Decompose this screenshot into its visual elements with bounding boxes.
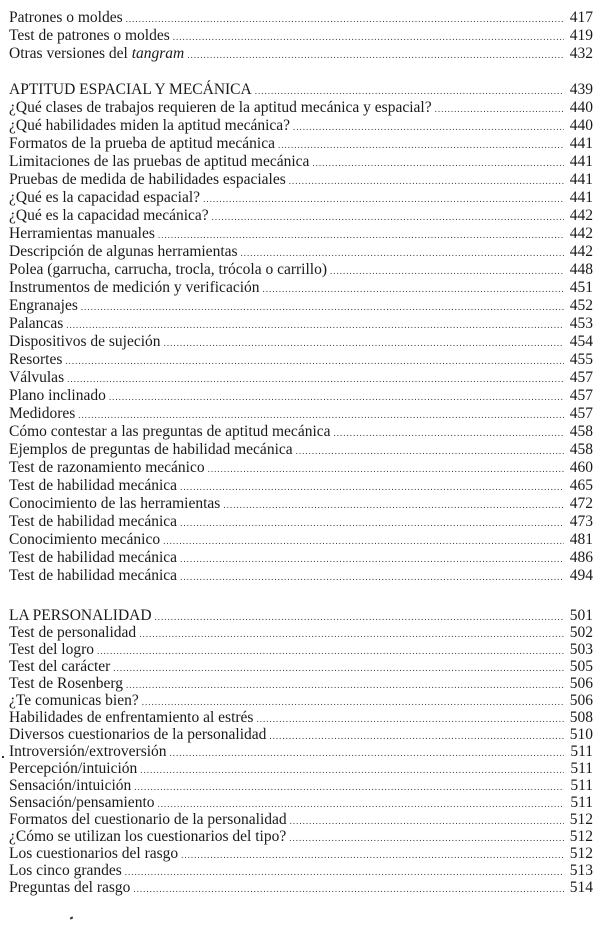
toc-entry: [9, 726, 593, 743]
toc-entry-title: [9, 862, 122, 879]
dot-leader: [113, 660, 563, 677]
toc-entry-page-number: 457: [569, 387, 593, 404]
dot-leader: [256, 711, 563, 728]
dot-leader: [263, 280, 564, 298]
toc-entry-title-text: ¿Qué habilidades miden la aptitud mecánica?: [9, 117, 291, 134]
toc-entry-page-number: 513: [569, 862, 593, 879]
dot-leader: [181, 847, 564, 864]
dot-leader: [170, 745, 565, 762]
toc-entry: [9, 513, 593, 531]
toc-entry-page-number: 481: [569, 531, 593, 548]
toc-entry-title: [9, 189, 200, 207]
toc-entry-page-number: 505: [569, 658, 593, 675]
dot-leader: [97, 643, 564, 660]
toc-entry-title: [9, 459, 205, 477]
toc-entry-page-number: 512: [569, 828, 593, 845]
toc-entry-page-number: 432: [569, 45, 593, 62]
toc-entry-title: [9, 9, 123, 27]
dot-leader: [180, 514, 564, 532]
dot-leader: [134, 779, 564, 796]
dot-leader: [125, 864, 564, 881]
dot-leader: [155, 609, 564, 626]
toc-entry: [9, 641, 593, 658]
toc-entry-title: [9, 794, 155, 811]
toc-entry: [9, 794, 593, 811]
dot-leader: [66, 316, 564, 334]
toc-entry-title: [9, 261, 327, 279]
toc-entry-title-text: Test de Rosenberg: [9, 675, 123, 692]
toc-entry: [9, 189, 593, 207]
toc-entry-title-text: Ejemplos de preguntas de habilidad mecánica: [9, 441, 293, 458]
toc-entry-title: [9, 845, 178, 862]
toc-entry-title-text: Sensación/intuición: [9, 777, 132, 794]
toc-entry-title-text: ¿Qué clases de trabajos requieren de la aptitud mecánica y espacial?: [9, 99, 432, 116]
toc-entry: [9, 845, 593, 862]
toc-entry-title: [9, 369, 64, 387]
toc-entry: [9, 279, 593, 297]
toc-entry-page-number: 439: [569, 81, 593, 98]
toc-entry-title: [9, 171, 286, 189]
dot-leader: [289, 172, 564, 190]
toc-entry: [9, 81, 593, 99]
toc-entry-title-text: Test de razonamiento mecánico: [9, 459, 205, 476]
dot-leader: [140, 762, 564, 779]
dot-leader: [334, 424, 564, 442]
toc-entry: [9, 153, 593, 171]
toc-entry-title-text: Limitaciones de las pruebas de aptitud mecánica: [9, 153, 310, 170]
dot-leader: [435, 100, 564, 118]
toc-entry: [9, 607, 593, 624]
stray-scan-mark: [70, 916, 74, 919]
dot-leader: [163, 532, 564, 550]
toc-entry-title-text: Herramientas manuales: [9, 225, 155, 242]
toc-entry-title: [9, 387, 106, 405]
toc-entry-page-number: 511: [570, 743, 593, 760]
toc-entry-title: [9, 760, 137, 777]
toc-entry-title-text: ¿Cómo se utilizan los cuestionarios del tipo?: [9, 828, 287, 845]
toc-entry-title-text: Los cinco grandes: [9, 862, 122, 879]
toc-entry: [9, 624, 593, 641]
toc-entry: [9, 315, 593, 333]
toc-entry-title: [9, 279, 260, 297]
toc-entry-page-number: 494: [569, 567, 593, 584]
dot-leader: [67, 370, 564, 388]
toc-entry-page-number: 441: [569, 153, 593, 170]
toc-entry-title-text: APTITUD ESPACIAL Y MECÁNICA: [9, 81, 252, 98]
dot-leader: [187, 46, 564, 64]
toc-entry-title: [9, 549, 177, 567]
toc-entry-title: [9, 135, 275, 153]
dot-leader: [109, 388, 564, 406]
dot-leader: [180, 478, 564, 496]
toc-entry: [9, 171, 593, 189]
toc-entry-title-text: ¿Qué es la capacidad espacial?: [9, 189, 201, 206]
toc-entry-title-text: Engranajes: [9, 297, 78, 314]
toc-entry-title: [9, 624, 136, 641]
toc-entry-title-text: Medidores: [9, 405, 76, 422]
toc-entry: [9, 45, 593, 63]
toc-entry-title-text: Otras versiones del: [9, 45, 132, 62]
dot-leader: [164, 334, 564, 352]
toc-entry: [9, 405, 593, 423]
toc-entry-title: [9, 811, 287, 828]
toc-entry: [9, 207, 593, 225]
toc-entry-page-number: 448: [569, 261, 593, 278]
toc-entry-title: [9, 692, 139, 709]
toc-entry-title: [9, 531, 160, 549]
dot-leader: [296, 442, 564, 460]
toc-entry-page-number: 457: [569, 369, 593, 386]
toc-entry-title: [9, 45, 184, 63]
toc-entry-title-text: Polea (garrucha, carrucha, trocla, trócola o carrillo): [9, 261, 328, 278]
toc-entry-page-number: 486: [569, 549, 593, 566]
toc-entry-title: [9, 225, 155, 243]
toc-entry-title-text: Preguntas del rasgo: [9, 879, 131, 896]
toc-entry-title-text: Percepción/intuición: [9, 760, 138, 777]
dot-leader: [290, 813, 564, 830]
toc-entry-page-number: 442: [569, 207, 593, 224]
toc-entry-title: [9, 441, 293, 459]
toc-entry-page-number: 506: [569, 675, 593, 692]
dot-leader: [65, 352, 563, 370]
toc-entry-title-italic: tangram: [131, 45, 185, 62]
toc-entry-page-number: 451: [569, 279, 593, 296]
toc-entry-page-number: 417: [569, 9, 593, 26]
toc-entry: [9, 675, 593, 692]
toc-entry-page-number: 442: [569, 243, 593, 260]
toc-entry: [9, 567, 593, 585]
toc-entry-page-number: 452: [569, 297, 593, 314]
dot-leader: [223, 496, 563, 514]
toc-entry: [9, 351, 593, 369]
toc-entry: [9, 760, 593, 777]
dot-leader: [173, 28, 564, 46]
toc-entry-title: [9, 828, 286, 845]
toc-entry-page-number: 460: [569, 459, 593, 476]
toc-entry-page-number: 512: [569, 811, 593, 828]
toc-entry-title-text: Introversión/extroversión: [9, 743, 167, 760]
dot-leader: [241, 244, 564, 262]
toc-entry: [9, 531, 593, 549]
toc-entry: [9, 135, 593, 153]
toc-entry-title: [9, 405, 75, 423]
toc-entry-page-number: 457: [569, 405, 593, 422]
dot-leader: [208, 460, 564, 478]
toc-entry-title-text: Test de personalidad: [9, 624, 137, 641]
toc-entry: [9, 441, 593, 459]
toc-entry-title-text: Patrones o moldes: [9, 9, 123, 26]
toc-entry-title: [9, 297, 78, 315]
toc-entry-title: [9, 607, 152, 624]
toc-entry: [9, 297, 593, 315]
toc-entry-page-number: 440: [569, 117, 593, 134]
toc-entry: [9, 261, 593, 279]
toc-entry: [9, 692, 593, 709]
toc-entry-title: [9, 879, 130, 896]
toc-entry-page-number: 458: [569, 441, 593, 458]
toc-entry-title: [9, 315, 63, 333]
toc-entry-page-number: 514: [569, 879, 593, 896]
toc-entry-title: [9, 117, 290, 135]
dot-leader: [126, 10, 564, 28]
toc-entry: [9, 423, 593, 441]
toc-entry-page-number: 458: [569, 423, 593, 440]
toc-entry-title-text: Test del logro: [9, 641, 95, 658]
toc-entry: [9, 99, 593, 117]
toc-entry-title: [9, 81, 252, 99]
toc-entry-page-number: 419: [569, 27, 593, 44]
toc-entry-title: [9, 709, 253, 726]
toc-entry-page-number: 441: [569, 189, 593, 206]
toc-entry-title: [9, 495, 220, 513]
toc-entry-title-text: Plano inclinado: [9, 387, 106, 404]
toc-entry-page-number: 511: [570, 777, 593, 794]
toc-entry-title-text: Test del carácter: [9, 658, 111, 675]
toc-entry-title-text: Palancas: [9, 315, 64, 332]
dot-leader: [330, 262, 564, 280]
toc-entry-title: [9, 153, 309, 171]
toc-entry: [9, 828, 593, 845]
toc-entry-title: [9, 641, 94, 658]
dot-leader: [81, 298, 564, 316]
toc-entry-page-number: 440: [569, 99, 593, 116]
toc-entry-title: [9, 658, 110, 675]
toc-entry-title-text: Test de habilidad mecánica: [9, 477, 178, 494]
toc-entry-page-number: 454: [569, 333, 593, 350]
toc-entry-title-text: LA PERSONALIDAD: [9, 607, 152, 624]
toc-entry-page-number: 441: [569, 171, 593, 188]
toc-entry-title-text: Test de habilidad mecánica: [9, 513, 178, 530]
dot-leader: [212, 208, 564, 226]
dot-leader: [203, 190, 564, 208]
toc-entry-title: [9, 423, 331, 441]
toc-entry-title-text: Válvulas: [9, 369, 65, 386]
toc-entry-title-text: Diversos cuestionarios de la personalidad: [9, 726, 267, 743]
toc-entry-title-text: ¿Qué es la capacidad mecánica?: [9, 207, 209, 224]
toc-entry-page-number: 473: [569, 513, 593, 530]
dot-leader: [126, 677, 564, 694]
dot-leader: [312, 154, 563, 172]
toc-entry-page-number: 511: [570, 760, 593, 777]
toc-entry-title-text: Formatos del cuestionario de la personalidad: [9, 811, 287, 828]
toc-entry: [9, 387, 593, 405]
toc-entry-page-number: 442: [569, 225, 593, 242]
toc-entry-title-text: Sensación/pensamiento: [9, 794, 155, 811]
toc-entry: [9, 333, 593, 351]
toc-entry-title: [9, 207, 209, 225]
toc-entry-page-number: 501: [569, 607, 593, 624]
toc-entry-title-text: Test de patrones o moldes: [9, 27, 170, 44]
toc-entry-title: [9, 513, 177, 531]
toc-entry-title: [9, 99, 432, 117]
toc-entry-page-number: 503: [569, 641, 593, 658]
dot-leader: [180, 550, 564, 568]
toc-entry-title-text: Conocimiento de las herramientas: [9, 495, 221, 512]
dot-leader: [158, 226, 564, 244]
toc-section-spatial-mechanical: [9, 81, 593, 585]
toc-entry-title: [9, 675, 123, 692]
toc-entry-page-number: 512: [569, 845, 593, 862]
toc-entry-page-number: 465: [569, 477, 593, 494]
toc-entry-title: [9, 567, 177, 585]
toc-entry-title: [9, 743, 167, 760]
dot-leader: [139, 626, 564, 643]
toc-entry: [9, 777, 593, 794]
dot-leader: [180, 568, 564, 586]
toc-entry: [9, 369, 593, 387]
toc-entry: [9, 225, 593, 243]
toc-entry: [9, 658, 593, 675]
toc-entry-title-text: Test de habilidad mecánica: [9, 549, 178, 566]
toc-entry-title: [9, 777, 131, 794]
toc-entry-page-number: 453: [569, 315, 593, 332]
stray-dot-mark: [2, 756, 4, 758]
toc-entry-title-text: Dispositivos de sujeción: [9, 333, 161, 350]
toc-entry-page-number: 511: [570, 794, 593, 811]
toc-entry-page-number: 508: [569, 709, 593, 726]
toc-entry-title: [9, 477, 177, 495]
dot-leader: [133, 881, 563, 898]
toc-entry: [9, 709, 593, 726]
toc-entry-page-number: 455: [569, 351, 593, 368]
toc-entry-title-text: ¿Te comunicas bien?: [9, 692, 139, 709]
dot-leader: [278, 136, 564, 154]
toc-entry: [9, 862, 593, 879]
toc-entry: [9, 459, 593, 477]
toc-entry: [9, 549, 593, 567]
dot-leader: [269, 728, 563, 745]
toc-entry: [9, 743, 593, 760]
toc-entry-title-text: Pruebas de medida de habilidades espaciales: [9, 171, 286, 188]
toc-entry: [9, 117, 593, 135]
toc-entry-title-text: Formatos de la prueba de aptitud mecánica: [9, 135, 275, 152]
dot-leader: [78, 406, 563, 424]
toc-entry: [9, 495, 593, 513]
toc-entry-title: [9, 726, 266, 743]
toc-entry: [9, 477, 593, 495]
toc-entry-page-number: 510: [569, 726, 593, 743]
toc-entry-title-text: Los cuestionarios del rasgo: [9, 845, 179, 862]
toc-section-personality: [9, 607, 593, 896]
toc-entry-page-number: 506: [569, 692, 593, 709]
toc-entry-title-text: Cómo contestar a las preguntas de aptitud mecánica: [9, 423, 331, 440]
toc-entry-title-text: Test de habilidad mecánica: [9, 567, 178, 584]
toc-entry-title-text: Descripción de algunas herramientas: [9, 243, 238, 260]
toc-entry: [9, 811, 593, 828]
toc-entry-page-number: 441: [569, 135, 593, 152]
dot-leader: [255, 82, 564, 100]
dot-leader: [289, 830, 564, 847]
toc-section-patterns: [9, 9, 593, 63]
toc-entry: [9, 9, 593, 27]
toc-entry-title: [9, 351, 62, 369]
toc-entry-title: [9, 243, 238, 261]
toc-entry-title: [9, 27, 170, 45]
dot-leader: [293, 118, 564, 136]
toc-entry-page-number: 472: [569, 495, 593, 512]
toc-entry: [9, 879, 593, 896]
toc-entry: [9, 243, 593, 261]
toc-entry-title-text: Conocimiento mecánico: [9, 531, 161, 548]
toc-entry-title-text: Resortes: [9, 351, 63, 368]
toc-entry-title-text: Habilidades de enfrentamiento al estrés: [9, 709, 254, 726]
toc-entry-title: [9, 333, 161, 351]
toc-entry-page-number: 502: [569, 624, 593, 641]
toc-entry-title-text: Instrumentos de medición y verificación: [9, 279, 260, 296]
toc-entry: [9, 27, 593, 45]
